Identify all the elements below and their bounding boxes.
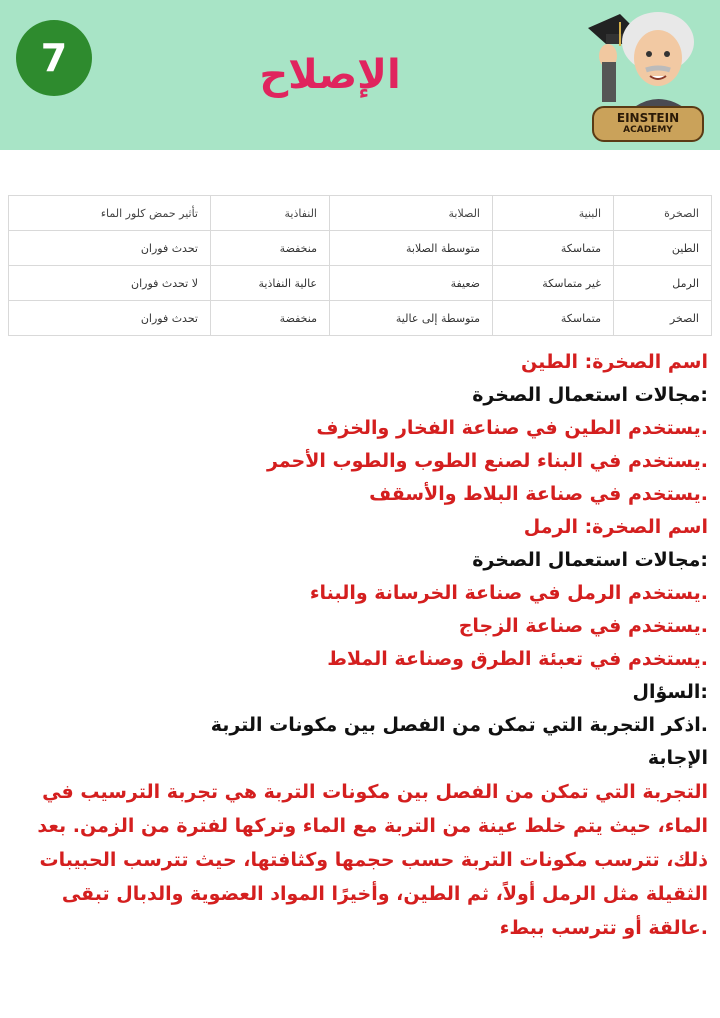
table-row	[9, 231, 712, 266]
table-cell: الصخر	[614, 301, 712, 336]
table-cell: عالية النفاذية	[211, 266, 330, 301]
rock2-use-item: .يستخدم في صناعة الزجاج	[458, 615, 708, 637]
table-cell: منخفضة	[211, 301, 330, 336]
table-cell: متوسطة الصلابة	[330, 231, 493, 266]
rock2-name: اسم الصخرة: الرمل	[523, 516, 708, 538]
table-cell: غير متماسكة	[493, 266, 614, 301]
column-header: الصخرة	[614, 196, 712, 231]
table-cell: منخفضة	[211, 231, 330, 266]
answer-label: الإجابة	[647, 747, 708, 769]
answer-content	[20, 346, 708, 945]
column-header: النفاذية	[211, 196, 330, 231]
column-header: البنية	[493, 196, 614, 231]
table-row	[9, 301, 712, 336]
logo-line-2: ACADEMY	[623, 125, 673, 135]
table-cell: متماسكة	[493, 231, 614, 266]
rock1-use-item: .يستخدم في البناء لصنع الطوب والطوب الأحمر	[266, 450, 708, 472]
rock1-uses-heading: :مجالات استعمال الصخرة	[472, 384, 708, 406]
table-header-row	[9, 196, 712, 231]
logo-label	[592, 106, 704, 142]
table-row	[9, 266, 712, 301]
rock2-use-item: .يستخدم الرمل في صناعة الخرسانة والبناء	[309, 582, 708, 604]
rock2-use-item: .يستخدم في تعبئة الطرق وصناعة الملاط	[327, 648, 708, 670]
rock1-use-item: .يستخدم في صناعة البلاط والأسقف	[369, 483, 708, 505]
rock1-use-item: .يستخدم الطين في صناعة الفخار والخزف	[316, 417, 708, 439]
table-cell: تحدث فوران	[9, 231, 211, 266]
table-cell: تحدث فوران	[9, 301, 211, 336]
column-header: تأثير حمض كلور الماء	[9, 196, 211, 231]
question-text: .اذكر التجربة التي تمكن من الفصل بين مكونات التربة	[210, 714, 708, 736]
table-cell: لا تحدث فوران	[9, 266, 211, 301]
table-cell: الطين	[614, 231, 712, 266]
table-cell: ضعيفة	[330, 266, 493, 301]
table-cell: الرمل	[614, 266, 712, 301]
table-cell: متوسطة إلى عالية	[330, 301, 493, 336]
answer-text: التجربة التي تمكن من الفصل بين مكونات التربة هي تجربة الترسيب في الماء، حيث يتم خلط عينة من التربة مع الماء وتركها لفترة من الزمن. بعد ذلك، تترسب مكونات التربة حسب حجمها وكثافتها، حيث تترسب الحبيبات الثقيلة مثل الرمل أولاً، ثم الطين، وأخيرًا المواد العضوية والدبال تبقى .عالقة أو تترسب ببطء	[37, 781, 708, 939]
table-cell: متماسكة	[493, 301, 614, 336]
rock-properties-table	[8, 195, 712, 336]
page-title: الإصلاح	[259, 52, 401, 98]
rock1-name: اسم الصخرة: الطين	[520, 351, 708, 373]
page-number-badge: 7	[16, 20, 92, 96]
logo-line-1: EINSTEIN	[616, 111, 680, 125]
column-header: الصلابة	[330, 196, 493, 231]
question-label: :السؤال	[632, 681, 708, 703]
rock2-uses-heading: :مجالات استعمال الصخرة	[472, 549, 708, 571]
